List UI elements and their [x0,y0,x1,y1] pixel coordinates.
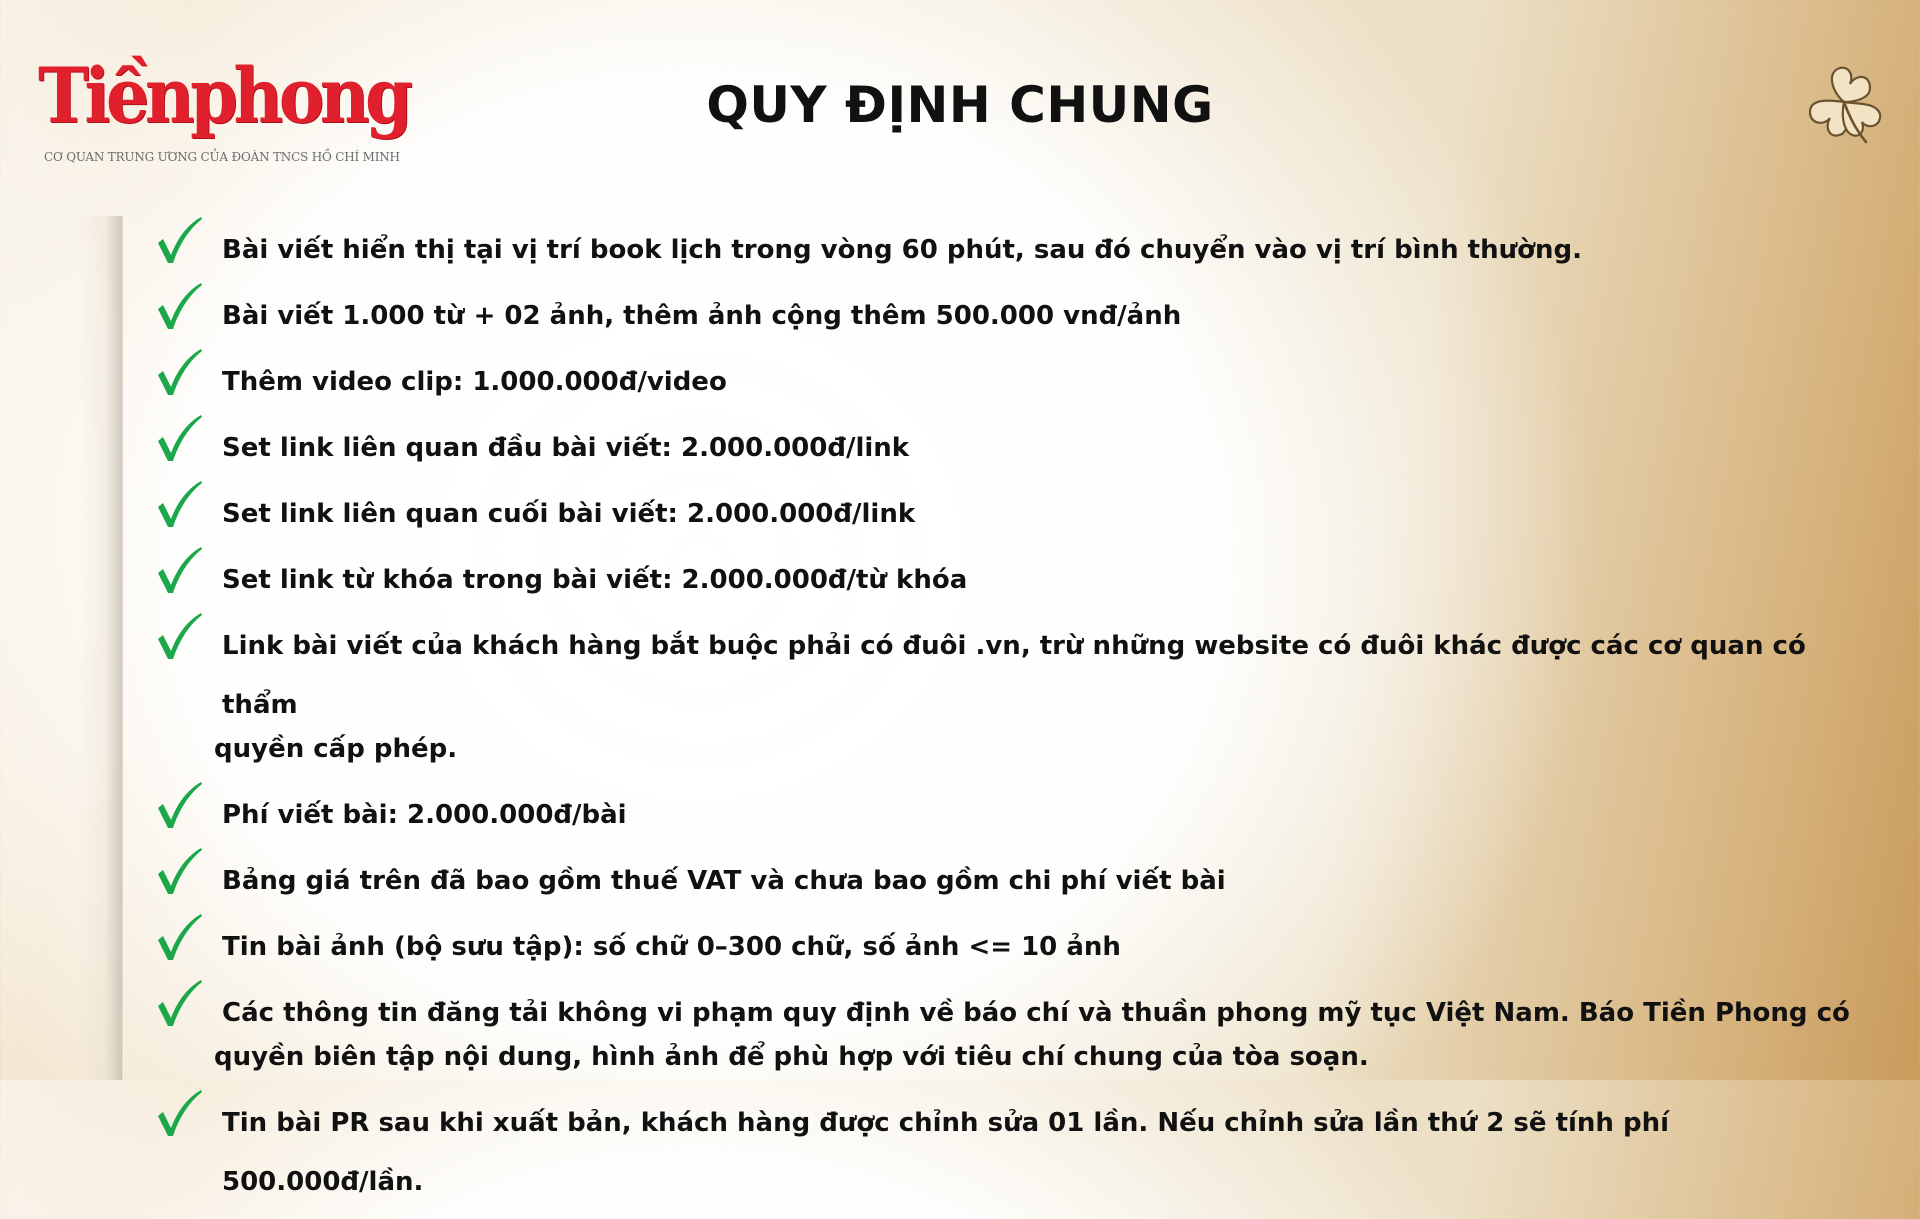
rule-item [155,221,1875,280]
rule-item [155,918,1875,977]
checkmark-icon [155,912,203,962]
rule-text: Bảng giá trên đã bao gồm thuế VAT và chưa bao gồm chi phí viết bài [222,866,1226,896]
checkmark-icon [155,479,203,529]
logo-tagline: CƠ QUAN TRUNG ƯƠNG CỦA ĐOÀN TNCS HỒ CHÍ MINH [44,150,400,164]
rule-text: Set link liên quan đầu bài viết: 2.000.000đ/link [222,433,910,463]
logo-wordmark: Tiềnphong [38,51,409,140]
rule-item [155,852,1875,911]
rule-item [155,984,1875,1087]
rule-text-continuation: quyền biên tập nội dung, hình ảnh để phù hợp với tiêu chí chung của tòa soạn. [214,1042,1369,1072]
rule-text: Thêm video clip: 1.000.000đ/video [222,367,727,397]
clover-icon [1796,62,1892,150]
checkmark-icon [155,846,203,896]
checkmark-icon [155,281,203,331]
checkmark-icon [155,978,203,1028]
rule-item [155,1094,1875,1212]
rule-text: Link bài viết của khách hàng bắt buộc phải có đuôi .vn, trừ những website có đuôi khác được các cơ quan có thẩm [222,631,1806,720]
checkmark-icon [155,347,203,397]
rule-text: Phí viết bài: 2.000.000đ/bài [222,800,627,830]
rule-item [155,419,1875,478]
checkmark-icon [155,545,203,595]
rule-text: Tin bài PR sau khi xuất bản, khách hàng được chỉnh sửa 01 lần. Nếu chỉnh sửa lần thứ 2 sẽ tính phí 500.000đ/lần. [222,1108,1670,1197]
rule-text: Set link từ khóa trong bài viết: 2.000.000đ/từ khóa [222,565,968,595]
page-title: QUY ĐỊNH CHUNG [706,76,1214,134]
rule-text: Tin bài ảnh (bộ sưu tập): số chữ 0–300 chữ, số ảnh <= 10 ảnh [222,932,1121,962]
checkmark-icon [155,611,203,661]
rule-item [155,786,1875,845]
rule-text: Các thông tin đăng tải không vi phạm quy định về báo chí và thuần phong mỹ tục Việt Nam. Báo Tiền Phong có [222,998,1850,1028]
checkmark-icon [155,1088,203,1138]
rule-item [155,485,1875,544]
checkmark-icon [155,780,203,830]
left-page-shadow [78,216,124,1080]
rule-text: Bài viết hiển thị tại vị trí book lịch trong vòng 60 phút, sau đó chuyển vào vị trí bình thường. [222,235,1582,265]
checkmark-icon [155,215,203,265]
rule-text-continuation: quyền cấp phép. [214,734,458,764]
rule-text: Set link liên quan cuối bài viết: 2.000.000đ/link [222,499,916,529]
rule-item [155,617,1875,779]
rules-list [155,236,1875,1219]
checkmark-icon [155,413,203,463]
rule-item [155,551,1875,610]
rule-item [155,353,1875,412]
rule-item [155,287,1875,346]
rule-text: Bài viết 1.000 từ + 02 ảnh, thêm ảnh cộng thêm 500.000 vnđ/ảnh [222,301,1182,331]
